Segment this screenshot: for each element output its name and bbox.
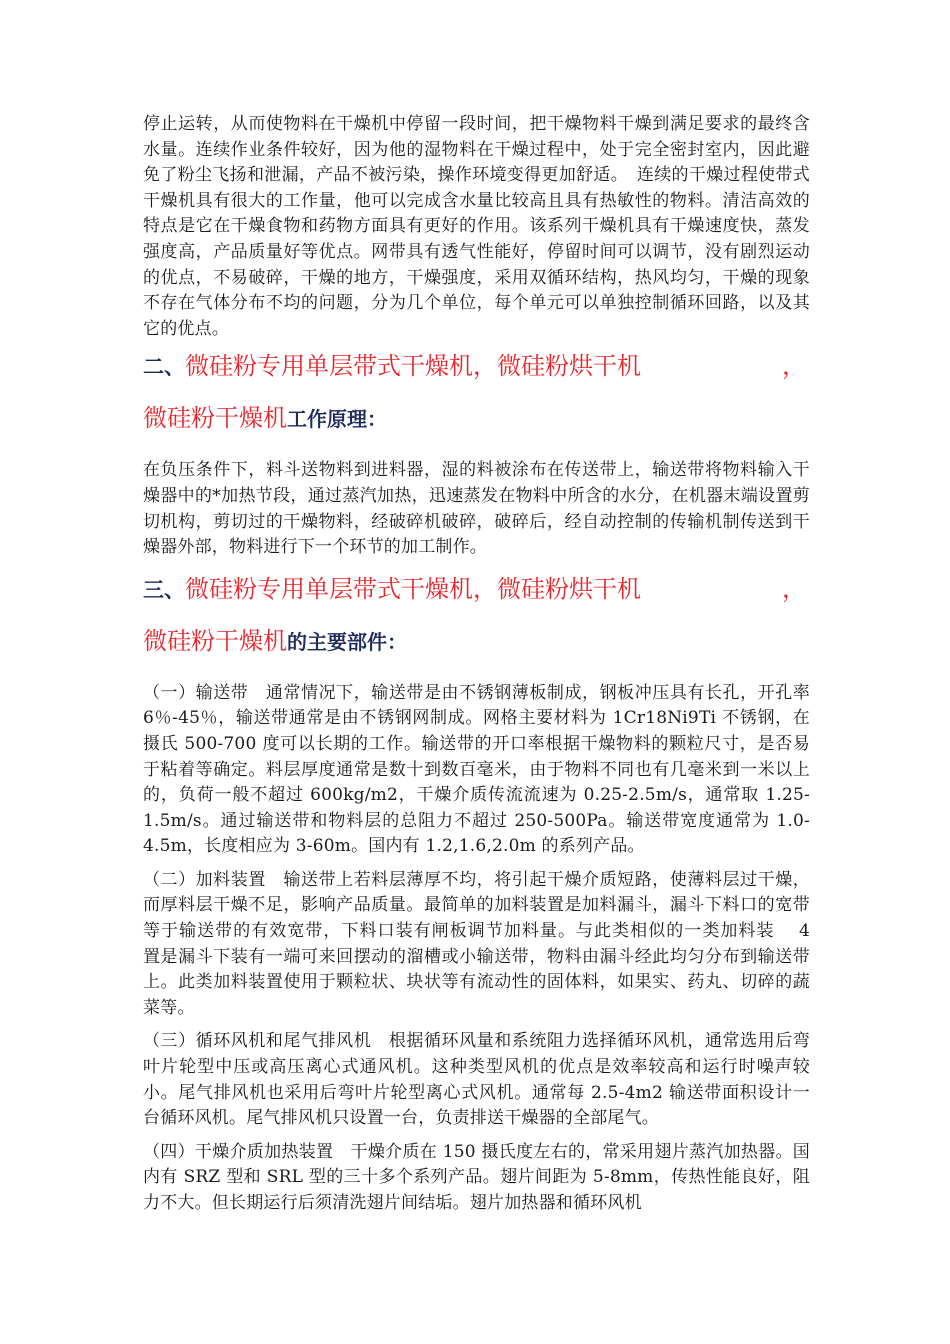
intro-paragraph: 停止运转，从而使物料在干燥机中停留一段时间，把干燥物料干燥到满足要求的最终含水量。连续作业条件较好，因为他的湿物料在干燥过程中，处于完全密封室内，因此避免了粉尘飞扬和泄漏，产品不被污染，操作环境变得更加舒适。 连续的干燥过程使带式干燥机具有很大的工作量，他可以完成含水量比较高且具有热敏性的物料。清洁高效的特点是它在干燥食物和药物方面具有更好的作用。该系列干燥机具有干燥速度快，蒸发强度高，产品质量好等优点。网带具有透气性能好，停留时间可以调节，没有剧烈运动的优点，不易破碎，干燥的地方，干燥强度，采用双循环结构，热风均匀，干燥的现象不存在气体分布不均的问题，分为几个单位，每个单元可以单独控制循环回路，以及其它的优点。	[143, 114, 810, 339]
section2-title-red: 微硅粉干燥机	[143, 404, 287, 433]
section2-number: 二、	[143, 355, 185, 380]
section3-heading-line1	[143, 569, 810, 609]
section3-title-red: 微硅粉干燥机	[143, 626, 287, 655]
section2-heading-line2	[143, 398, 810, 438]
section2-title-line1: 微硅粉专用单层带式干燥机，微硅粉烘干机	[185, 352, 641, 381]
section3-title-line1: 微硅粉专用单层带式干燥机，微硅粉烘干机	[185, 574, 641, 603]
section3-comma: ，	[782, 574, 806, 603]
part-feeding-device: （二）加料装置 输送带上若料层薄厚不均，将引起干燥介质短路，使薄料层过干燥，而厚料层干燥不足，影响产品质量。最简单的加料装置是加料漏斗，漏斗下料口的宽带等于输送带的有效宽带，下料口装有闸板调节加料量。与此类相似的一类加料装 4 置是漏斗下装有一端可来回摆动的溜槽或小输送带，物料由漏斗经此均匀分布到输送带上。此类加料装置使用于颗粒状、块状等有流动性的固体料，如果实、药丸、切碎的蔬菜等。	[143, 869, 828, 1018]
part-fans: （三）循环风机和尾气排风机 根据循环风量和系统阻力选择循环风机，通常选用后弯叶片轮型中压或高压离心式通风机。这种类型风机的优点是效率较高和运行时噪声较小。尾气排风机也采用后弯叶片轮型离心式风机。通常每 2.5-4m2 输送带面积设计一台循环风机。尾气排风机只设置一台，负责排送干燥器的全部尾气。	[143, 1031, 810, 1129]
section2-title-navy: 工作原理：	[287, 407, 387, 432]
section3-heading-line2	[143, 621, 810, 661]
section2-body: 在负压条件下，料斗送物料到进料器，湿的料被涂布在传送带上，输送带将物料输入干燥器中的*加热节段，通过蒸汽加热，迅速蒸发在物料中所含的水分，在机器末端设置剪切机构，剪切过的干燥物料，经破碎机破碎，破碎后，经自动控制的传输机制传送到干燥器外部，物料进行下一个环节的加工制作。	[143, 460, 810, 558]
section2-heading-line1	[143, 346, 810, 386]
section3-number: 三、	[143, 577, 185, 602]
part-conveyor-belt: （一）输送带 通常情况下，输送带是由不锈钢薄板制成，钢板冲压具有长孔，开孔率 6％-45％，输送带通常是由不锈钢网制成。网格主要材料为 1Cr18Ni9Ti 不锈钢，在摄氏 500-700 度可以长期的工作。输送带的开口率根据干燥物料的颗粒尺寸，是否易于粘着等确定。料层厚度通常是数十到数百毫米，由于物料不同也有几毫米到一米以上的，负荷一般不超过 600kg/m2，干燥介质传流流速为 0.25-2.5m/s，通常取 1.25-1.5m/s。通过输送带和物料层的总阻力不超过 250-500Pa。输送带宽度通常为 1.0-4.5m，长度相应为 3-60m。国内有 1.2,1.6,2.0m 的系列产品。	[143, 682, 810, 857]
part-heating-device: （四）干燥介质加热装置 干燥介质在 150 摄氏度左右的，常采用翅片蒸汽加热器。国内有 SRZ 型和 SRL 型的三十多个系列产品。翅片间距为 5-8mm，传热性能良好，阻力不大。但长期运行后须清洗翅片间结垢。翅片加热器和循环风机	[143, 1141, 810, 1213]
section2-comma: ，	[782, 352, 806, 381]
document-page	[143, 112, 828, 1217]
section3-title-navy: 的主要部件：	[287, 629, 407, 654]
